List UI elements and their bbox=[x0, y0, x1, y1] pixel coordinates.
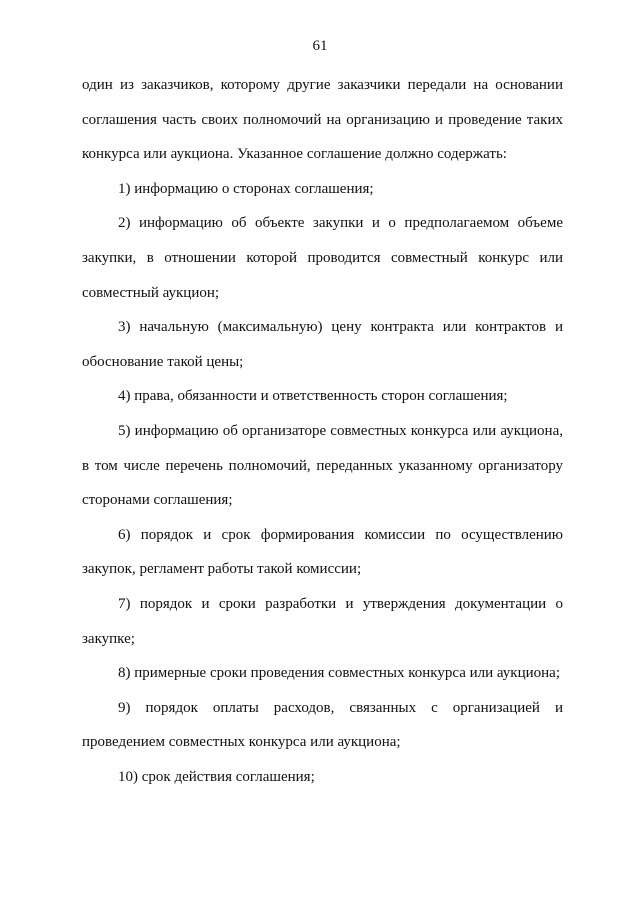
list-item: 1) информацию о сторонах соглашения; bbox=[118, 180, 374, 197]
list-item: 10) срок действия соглашения; bbox=[118, 768, 315, 785]
list-item: 6) порядок и срок формирования комиссии по осуществлению закупок, регламент работы такой комиссии; bbox=[82, 526, 563, 578]
list-item: 9) порядок оплаты расходов, связанных с организацией и проведением совместных конкурса или аукциона; bbox=[82, 699, 563, 751]
list-item: 8) примерные сроки проведения совместных конкурса или аукциона; bbox=[118, 665, 560, 682]
page-number: 61 bbox=[312, 38, 328, 54]
list-item: 2) информацию об объекте закупки и о предполагаемом объеме закупки, в отношении которой проводится совместный конкурс или совместный аукцион; bbox=[82, 215, 563, 301]
document-body bbox=[82, 68, 563, 794]
paragraph-continuation: один из заказчиков, которому другие заказчики передали на основании соглашения часть своих полномочий на организацию и проведение таких конкурса или аукциона. Указанное соглашение должно содержать: bbox=[82, 77, 563, 163]
list-item: 5) информацию об организаторе совместных конкурса или аукциона, в том числе перечень полномочий, переданных указанному организатору сторонами соглашения; bbox=[82, 422, 563, 509]
list-item: 4) права, обязанности и ответственность сторон соглашения; bbox=[118, 388, 508, 405]
list-item: 3) начальную (максимальную) цену контракта или контрактов и обоснование такой цены; bbox=[82, 319, 563, 370]
list-item: 7) порядок и сроки разработки и утверждения документации о закупке; bbox=[82, 595, 563, 647]
